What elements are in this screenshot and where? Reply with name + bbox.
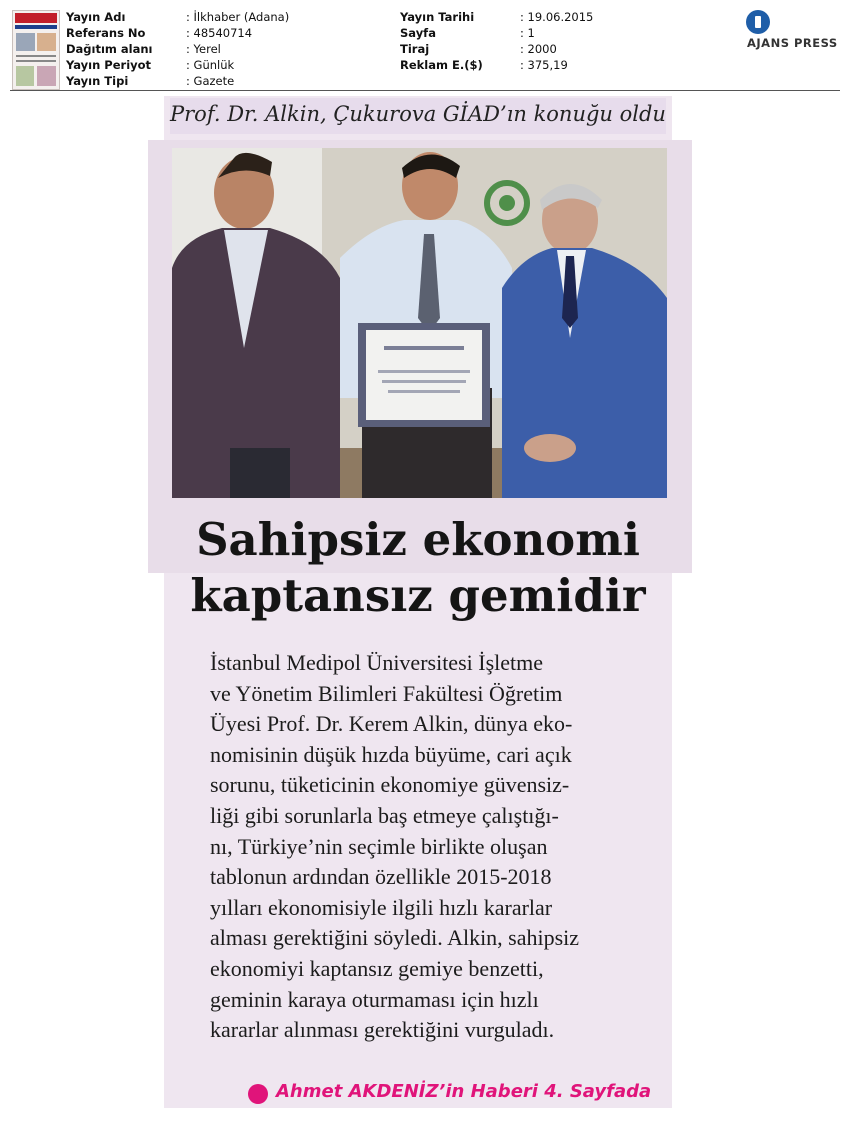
meta-row-distribution-area: Dağıtım alanı : Yerel [66, 42, 221, 56]
article-body [210, 648, 668, 1046]
article-photo [172, 148, 667, 498]
body-line: nomisinin düşük hızda büyüme, cari açık [210, 741, 572, 767]
publication-meta-right [400, 9, 720, 73]
body-line: yılları ekonomisiyle ilgili hızlı kararlar [210, 894, 553, 920]
body-line: tablonun ardından özellikle 2015-2018 [210, 864, 552, 890]
meta-row-page: Sayfa : 1 [400, 26, 535, 40]
meta-row-circulation: Tiraj : 2000 [400, 42, 557, 56]
body-line: Üyesi Prof. Dr. Kerem Alkin, dünya eko- [210, 711, 573, 737]
body-line: ekonomiyi kaptansız gemiye benzetti, [210, 955, 544, 981]
publication-meta-left [66, 9, 386, 89]
body-line: kararlar alınması gerektiğini vurguladı. [210, 1017, 555, 1043]
body-line: İstanbul Medipol Üniversitesi İşletme [210, 650, 543, 675]
meta-row-date: Yayın Tarihi : 19.06.2015 [400, 10, 594, 24]
meta-row-reference-no: Referans No : 48540714 [66, 26, 253, 40]
article-headline [164, 512, 672, 624]
headline-line-2: kaptansız gemidir [190, 569, 646, 622]
headline-line-1: Sahipsiz ekonomi [196, 513, 640, 566]
header-divider [10, 90, 840, 91]
logo-text: AJANS PRESS [747, 36, 838, 50]
body-line: ve Yönetim Bilimleri Fakültesi Öğretim [210, 680, 563, 706]
clipping-header [0, 0, 850, 92]
meta-row-publication-name: Yayın Adı : İlkhaber (Adana) [66, 10, 290, 24]
meta-row-ad-equivalent: Reklam E.($) : 375,19 [400, 58, 568, 72]
kicker-text: Prof. Dr. Alkin, Çukurova GİAD’ın konuğu oldu [170, 102, 666, 126]
meta-row-period: Yayın Periyot : Günlük [66, 58, 235, 72]
body-line: alması gerektiğini söyledi. Alkin, sahipsiz [210, 925, 580, 951]
meta-row-type: Yayın Tipi : Gazete [66, 74, 235, 88]
body-line: liği gibi sorunlarla baş etmeye çalıştığı- [210, 802, 559, 828]
body-line: geminin karaya oturmaması için hızlı [210, 986, 539, 1012]
article-kicker [170, 98, 666, 134]
bullet-dot-icon [248, 1084, 268, 1104]
newspaper-thumbnail [12, 10, 60, 90]
byline-text: Ahmet AKDENİZ’in Haberi 4. Sayfada [276, 1081, 652, 1102]
ajans-press-logo-icon [746, 10, 770, 34]
ajans-press-logo [744, 10, 840, 50]
body-line: sorunu, tüketicinin ekonomiye güvensiz- [210, 772, 570, 798]
body-line: nı, Türkiye’nin seçimle birlikte oluşan [210, 833, 548, 859]
